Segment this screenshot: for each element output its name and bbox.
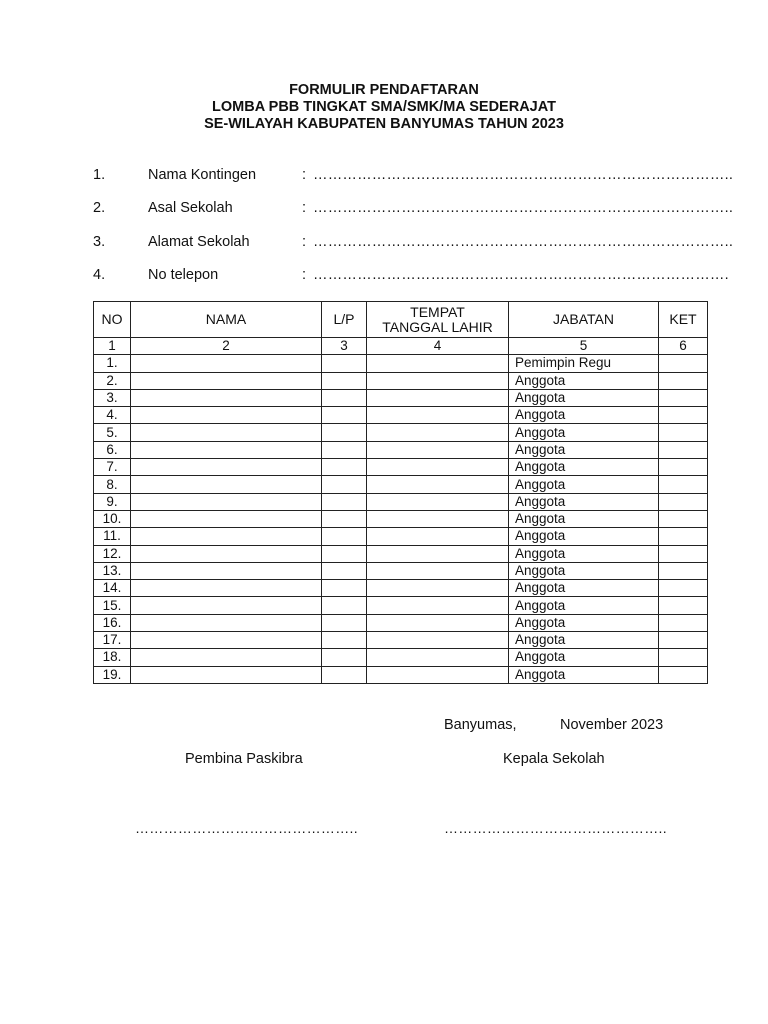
field-alamat-sekolah	[0, 234, 768, 254]
table-row	[94, 476, 708, 493]
cell-tempat-tanggal-lahir[interactable]	[367, 459, 509, 476]
cell-ket[interactable]	[659, 580, 708, 597]
field-no-telepon	[0, 267, 768, 287]
table-row	[94, 580, 708, 597]
cell-ket[interactable]	[659, 476, 708, 493]
cell-jabatan: Anggota	[509, 459, 659, 476]
cell-lp[interactable]	[322, 389, 367, 406]
form-title	[0, 82, 768, 133]
field-colon: :	[302, 234, 307, 250]
cell-ket[interactable]	[659, 562, 708, 579]
cell-lp[interactable]	[322, 632, 367, 649]
registration-table	[93, 301, 708, 684]
cell-lp[interactable]	[322, 407, 367, 424]
field-number: 3.	[93, 234, 106, 250]
cell-jabatan: Anggota	[509, 580, 659, 597]
cell-ket[interactable]	[659, 493, 708, 510]
cell-nama[interactable]	[131, 372, 322, 389]
header-nama: NAMA	[131, 302, 322, 338]
cell-ket[interactable]	[659, 528, 708, 545]
table-row	[94, 666, 708, 683]
field-blank-line[interactable]: …………………………………………………………………………..	[313, 234, 734, 250]
cell-ket[interactable]	[659, 666, 708, 683]
signature-place-date	[444, 717, 664, 733]
cell-jabatan: Anggota	[509, 562, 659, 579]
signature-place: Banyumas,	[444, 717, 517, 733]
cell-lp[interactable]	[322, 597, 367, 614]
cell-no: 17.	[94, 632, 131, 649]
index-cell: 4	[367, 338, 509, 355]
cell-nama[interactable]	[131, 649, 322, 666]
cell-tempat-tanggal-lahir[interactable]	[367, 407, 509, 424]
table-row	[94, 632, 708, 649]
cell-tempat-tanggal-lahir[interactable]	[367, 545, 509, 562]
table-row	[94, 441, 708, 458]
header-lp: L/P	[322, 302, 367, 338]
cell-nama[interactable]	[131, 355, 322, 372]
cell-jabatan: Anggota	[509, 424, 659, 441]
index-cell: 2	[131, 338, 322, 355]
table-row	[94, 355, 708, 372]
table-row	[94, 614, 708, 631]
cell-no: 15.	[94, 597, 131, 614]
cell-nama[interactable]	[131, 614, 322, 631]
field-number: 1.	[93, 167, 106, 183]
cell-lp[interactable]	[322, 545, 367, 562]
cell-tempat-tanggal-lahir[interactable]	[367, 493, 509, 510]
index-cell: 5	[509, 338, 659, 355]
table-row	[94, 649, 708, 666]
field-blank-line[interactable]: …………………………………………………………………………..	[313, 167, 734, 183]
cell-lp[interactable]	[322, 441, 367, 458]
cell-lp[interactable]	[322, 562, 367, 579]
cell-jabatan: Anggota	[509, 407, 659, 424]
cell-nama[interactable]	[131, 441, 322, 458]
cell-ket[interactable]	[659, 597, 708, 614]
cell-nama[interactable]	[131, 528, 322, 545]
cell-nama[interactable]	[131, 562, 322, 579]
cell-nama[interactable]	[131, 424, 322, 441]
cell-ket[interactable]	[659, 424, 708, 441]
field-label: Asal Sekolah	[148, 200, 233, 216]
cell-no: 12.	[94, 545, 131, 562]
table-row	[94, 597, 708, 614]
cell-no: 18.	[94, 649, 131, 666]
cell-ket[interactable]	[659, 632, 708, 649]
title-line-3: SE-WILAYAH KABUPATEN BANYUMAS TAHUN 2023	[204, 116, 564, 132]
cell-lp[interactable]	[322, 528, 367, 545]
cell-nama[interactable]	[131, 545, 322, 562]
field-blank-line[interactable]: ………………………………………………………………………….	[313, 267, 729, 283]
cell-jabatan: Anggota	[509, 632, 659, 649]
cell-ket[interactable]	[659, 372, 708, 389]
cell-tempat-tanggal-lahir[interactable]	[367, 666, 509, 683]
cell-no: 16.	[94, 614, 131, 631]
cell-lp[interactable]	[322, 424, 367, 441]
cell-nama[interactable]	[131, 493, 322, 510]
table-row	[94, 545, 708, 562]
signature-month-year: November 2023	[560, 717, 664, 733]
field-colon: :	[302, 200, 307, 216]
cell-no: 10.	[94, 510, 131, 527]
field-label: Alamat Sekolah	[148, 234, 250, 250]
header-ttl-line-1: TEMPAT	[410, 303, 465, 320]
cell-tempat-tanggal-lahir[interactable]	[367, 597, 509, 614]
cell-tempat-tanggal-lahir[interactable]	[367, 528, 509, 545]
cell-tempat-tanggal-lahir[interactable]	[367, 614, 509, 631]
table-header-row	[94, 302, 708, 338]
cell-nama[interactable]	[131, 407, 322, 424]
cell-nama[interactable]	[131, 666, 322, 683]
signature-left-line[interactable]: ………………………………………..	[135, 820, 358, 836]
cell-no: 19.	[94, 666, 131, 683]
cell-ket[interactable]	[659, 459, 708, 476]
cell-tempat-tanggal-lahir[interactable]	[367, 510, 509, 527]
cell-nama[interactable]	[131, 597, 322, 614]
cell-tempat-tanggal-lahir[interactable]	[367, 632, 509, 649]
table-row	[94, 562, 708, 579]
cell-jabatan: Anggota	[509, 614, 659, 631]
cell-ket[interactable]	[659, 510, 708, 527]
header-ket: KET	[659, 302, 708, 338]
header-no: NO	[94, 302, 131, 338]
cell-jabatan: Pemimpin Regu	[509, 355, 659, 372]
cell-no: 14.	[94, 580, 131, 597]
title-line-1: FORMULIR PENDAFTARAN	[289, 82, 479, 98]
field-number: 2.	[93, 200, 106, 216]
cell-jabatan: Anggota	[509, 389, 659, 406]
cell-nama[interactable]	[131, 510, 322, 527]
header-jabatan: JABATAN	[509, 302, 659, 338]
field-asal-sekolah	[0, 200, 768, 220]
cell-nama[interactable]	[131, 476, 322, 493]
cell-ket[interactable]	[659, 545, 708, 562]
cell-tempat-tanggal-lahir[interactable]	[367, 355, 509, 372]
cell-no: 6.	[94, 441, 131, 458]
table-row	[94, 510, 708, 527]
title-line-2: LOMBA PBB TINGKAT SMA/SMK/MA SEDERAJAT	[212, 99, 556, 115]
cell-ket[interactable]	[659, 614, 708, 631]
cell-nama[interactable]	[131, 459, 322, 476]
cell-no: 4.	[94, 407, 131, 424]
index-cell: 1	[94, 338, 131, 355]
field-number: 4.	[93, 267, 106, 283]
header-ttl-line-2: TANGGAL LAHIR	[382, 318, 493, 335]
table-row	[94, 493, 708, 510]
cell-tempat-tanggal-lahir[interactable]	[367, 562, 509, 579]
table-row	[94, 389, 708, 406]
header-tempat-tanggal-lahir	[367, 302, 509, 338]
field-label: No telepon	[148, 267, 219, 283]
cell-ket[interactable]	[659, 441, 708, 458]
cell-lp[interactable]	[322, 355, 367, 372]
cell-tempat-tanggal-lahir[interactable]	[367, 372, 509, 389]
signature-right-role: Kepala Sekolah	[503, 751, 605, 767]
cell-jabatan: Anggota	[509, 372, 659, 389]
signature-left-role: Pembina Paskibra	[185, 751, 303, 767]
cell-jabatan: Anggota	[509, 649, 659, 666]
cell-jabatan: Anggota	[509, 528, 659, 545]
field-colon: :	[302, 167, 307, 183]
table-row	[94, 372, 708, 389]
cell-jabatan: Anggota	[509, 510, 659, 527]
column-index-row	[94, 338, 708, 355]
table-row	[94, 424, 708, 441]
index-cell: 6	[659, 338, 708, 355]
cell-no: 3.	[94, 389, 131, 406]
cell-jabatan: Anggota	[509, 493, 659, 510]
cell-no: 2.	[94, 372, 131, 389]
cell-nama[interactable]	[131, 580, 322, 597]
cell-lp[interactable]	[322, 476, 367, 493]
cell-no: 8.	[94, 476, 131, 493]
cell-lp[interactable]	[322, 580, 367, 597]
cell-tempat-tanggal-lahir[interactable]	[367, 389, 509, 406]
index-cell: 3	[322, 338, 367, 355]
field-blank-line[interactable]: …………………………………………………………………………..	[313, 200, 734, 216]
cell-jabatan: Anggota	[509, 597, 659, 614]
cell-tempat-tanggal-lahir[interactable]	[367, 580, 509, 597]
signature-right-line[interactable]: ………………………………………..	[444, 820, 667, 836]
cell-nama[interactable]	[131, 632, 322, 649]
cell-lp[interactable]	[322, 666, 367, 683]
cell-ket[interactable]	[659, 649, 708, 666]
cell-jabatan: Anggota	[509, 476, 659, 493]
cell-lp[interactable]	[322, 372, 367, 389]
cell-ket[interactable]	[659, 389, 708, 406]
table-row	[94, 459, 708, 476]
cell-jabatan: Anggota	[509, 441, 659, 458]
field-colon: :	[302, 267, 307, 283]
cell-tempat-tanggal-lahir[interactable]	[367, 649, 509, 666]
cell-no: 13.	[94, 562, 131, 579]
cell-ket[interactable]	[659, 355, 708, 372]
field-label: Nama Kontingen	[148, 167, 257, 183]
cell-no: 5.	[94, 424, 131, 441]
field-nama-kontingen	[0, 167, 768, 187]
cell-lp[interactable]	[322, 493, 367, 510]
cell-lp[interactable]	[322, 614, 367, 631]
cell-tempat-tanggal-lahir[interactable]	[367, 476, 509, 493]
cell-lp[interactable]	[322, 510, 367, 527]
cell-jabatan: Anggota	[509, 545, 659, 562]
cell-tempat-tanggal-lahir[interactable]	[367, 424, 509, 441]
cell-no: 7.	[94, 459, 131, 476]
cell-nama[interactable]	[131, 389, 322, 406]
cell-no: 9.	[94, 493, 131, 510]
cell-ket[interactable]	[659, 407, 708, 424]
cell-lp[interactable]	[322, 459, 367, 476]
cell-tempat-tanggal-lahir[interactable]	[367, 441, 509, 458]
table-row	[94, 407, 708, 424]
table-row	[94, 528, 708, 545]
cell-jabatan: Anggota	[509, 666, 659, 683]
cell-no: 1.	[94, 355, 131, 372]
cell-lp[interactable]	[322, 649, 367, 666]
cell-no: 11.	[94, 528, 131, 545]
